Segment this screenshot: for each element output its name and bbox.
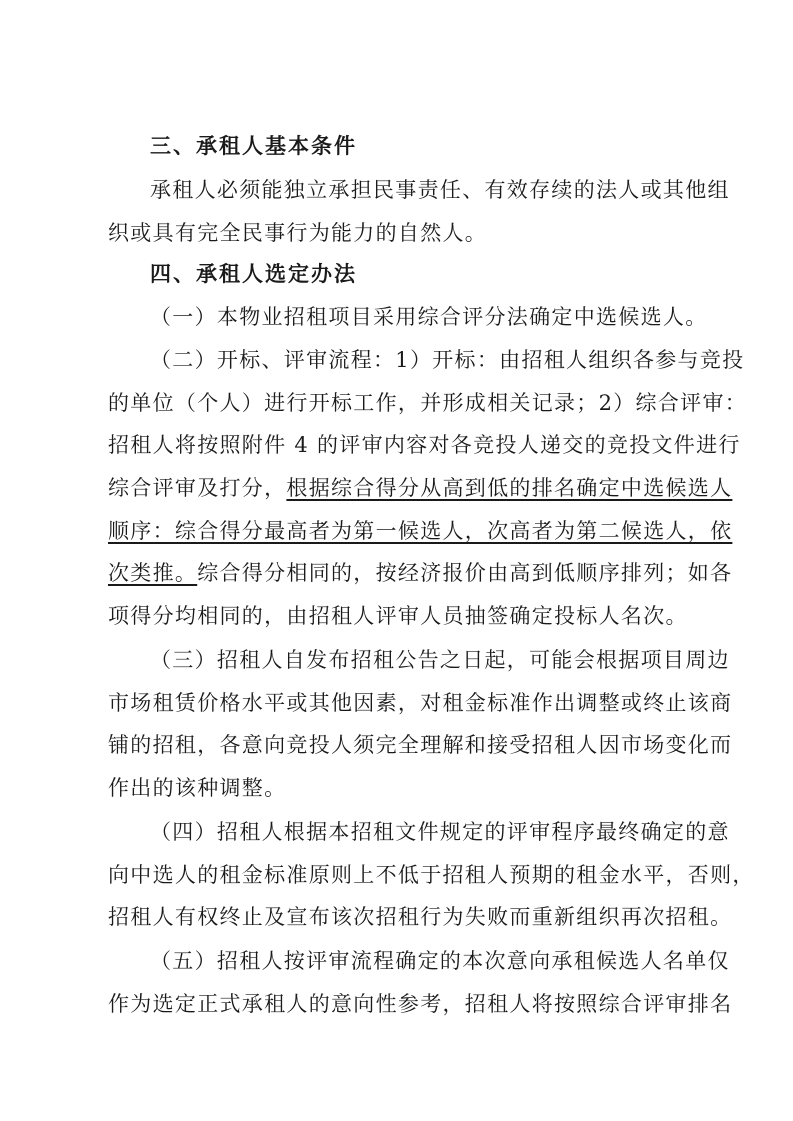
- section-4-item-2-line-4: [108, 473, 733, 503]
- section-3-line-2: 织或具有完全民事行为能力的自然人。: [108, 221, 488, 245]
- section-4-item-2-line-7: 项得分均相同的，由招租人评审人员抽签确定投标人名次。: [108, 604, 688, 628]
- section-4-item-1: （一）本物业招租项目采用综合评分法确定中选候选人。: [150, 305, 708, 329]
- section-4-heading: 四、承租人选定办法: [150, 261, 357, 286]
- section-3-heading: 三、承租人基本条件: [150, 133, 357, 158]
- section-4-item-3-line-2: 市场租赁价格水平或其他因素，对租金标准作出调整或终止该商: [108, 691, 733, 715]
- item-2-line-4-underlined: 根据综合得分从高到低的排名确定中选候选人: [286, 476, 733, 500]
- section-4-item-2-line-3: 招租人将按照附件 4 的评审内容对各竞投人递交的竞投文件进行: [108, 433, 741, 457]
- section-4-item-5-line-2: 作为选定正式承租人的意向性参考，招租人将按照综合评审排名: [108, 992, 733, 1016]
- section-4-item-3-line-1: （三）招租人自发布招租公告之日起，可能会根据项目周边: [150, 648, 730, 672]
- section-4-item-2-line-6: [108, 558, 733, 588]
- section-4-item-4-line-2: 向中选人的租金标准原则上不低于招租人预期的租金水平，否则，: [108, 863, 755, 887]
- section-4-item-2-line-1: （二）开标、评审流程：1）开标：由招租人组织各参与竞投: [150, 348, 745, 372]
- section-4-item-2-line-2: 的单位（个人）进行开标工作，并形成相关记录；2）综合评审：: [108, 391, 748, 415]
- item-2-line-6-underlined: 次类推。: [108, 561, 198, 585]
- section-4-item-4-line-3: 招租人有权终止及宣布该次招租行为失败而重新组织再次招租。: [108, 905, 733, 929]
- section-3-line-1: 承租人必须能独立承担民事责任、有效存续的法人或其他组: [150, 178, 730, 202]
- section-4-item-2-line-5: [108, 516, 733, 546]
- item-2-line-5-underlined: 顺序：综合得分最高者为第一候选人，次高者为第二候选人，依: [108, 519, 733, 543]
- section-4-item-3-line-3: 铺的招租，各意向竞投人须完全理解和接受招租人因市场变化而: [108, 733, 733, 757]
- section-4-item-4-line-1: （四）招租人根据本招租文件规定的评审程序最终确定的意: [150, 820, 730, 844]
- seal-edge-mark: [772, 628, 786, 778]
- section-4-item-3-line-4: 作出的该种调整。: [108, 776, 287, 800]
- section-4-item-5-line-1: （五）招租人按评审流程确定的本次意向承租候选人名单仅: [150, 949, 730, 973]
- item-2-line-4-plain: 综合评审及打分，: [108, 476, 287, 500]
- item-2-line-6-plain: 综合得分相同的，按经济报价由高到低顺序排列；如各: [197, 561, 733, 585]
